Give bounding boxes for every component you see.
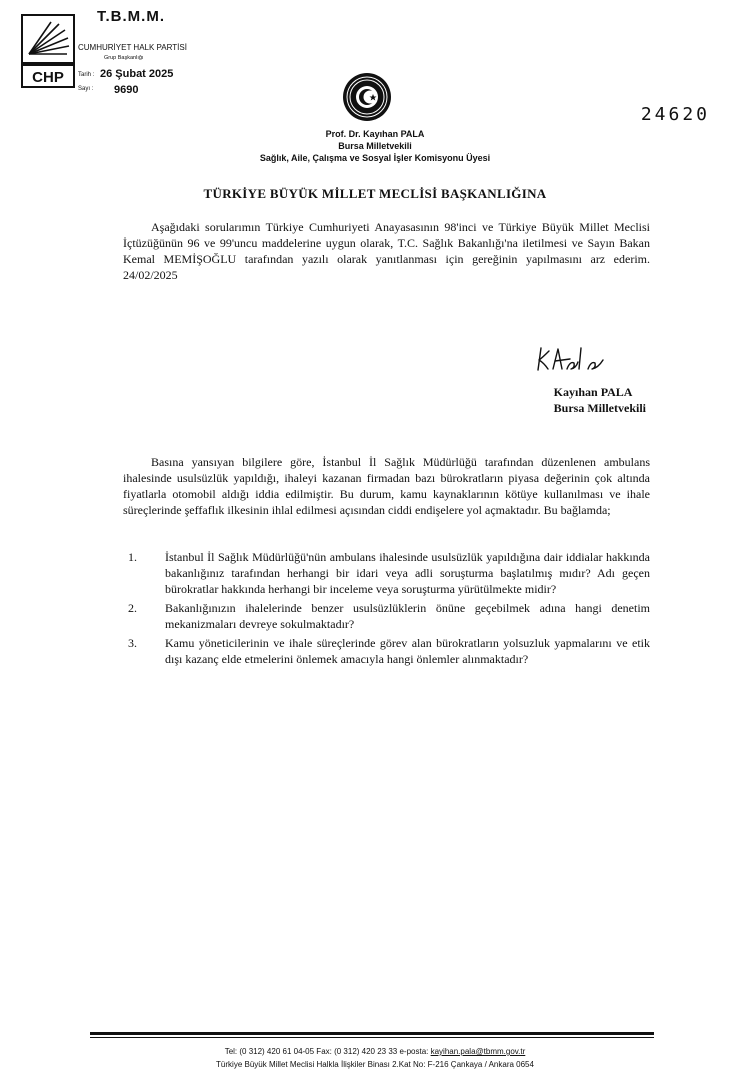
intro-paragraph: Aşağıdaki sorularımın Türkiye Cumhuriyeti Anayasasının 98'inci ve Türkiye Büyük Millet Meclisi İçtüzüğünün 96 ve 99'uncu maddelerine uygun olarak, T.C. Sağlık Bakanlığı'na iletilmesi ve Sayın Bakan Kemal MEMİŞOĞLU tarafından yazılı olarak yanıtlanması için gereğinin yapılmasını arz ederim. 24/02/2025 — [123, 220, 650, 282]
stamp-title: T.B.M.M. — [97, 8, 165, 25]
question-item — [128, 549, 650, 597]
deputy-name: Prof. Dr. Kayıhan PALA — [325, 129, 425, 139]
question-text: Bakanlığınızın ihalelerinde benzer usulsüzlüklerin önüne geçebilmek adına hangi denetim mekanizmaları devreye sokulmaktadır? — [165, 601, 650, 631]
signer-block — [554, 384, 646, 416]
footer-address: Türkiye Büyük Millet Meclisi Halkla İlişkiler Binası 2.Kat No: F-216 Çankaya / Ankara 0654 — [216, 1060, 534, 1069]
footer-contact-text: Tel: (0 312) 420 61 04-05 Fax: (0 312) 420 23 33 e-posta: — [224, 1047, 429, 1056]
stamp-group: Grup Başkanlığı — [104, 55, 144, 61]
chp-logo — [21, 14, 75, 88]
question-item — [128, 635, 650, 667]
stamp-date-label: Tarih : — [78, 72, 95, 78]
reference-number: 24620 — [640, 104, 710, 125]
deputy-info — [0, 128, 750, 164]
footer-contact — [0, 1047, 750, 1056]
stamp-date: 26 Şubat 2025 — [100, 68, 174, 80]
tbmm-emblem-icon — [342, 72, 392, 122]
footer-divider-thin — [90, 1037, 654, 1038]
deputy-commission: Sağlık, Aile, Çalışma ve Sosyal İşler Komisyonu Üyesi — [259, 153, 491, 163]
question-list — [128, 549, 650, 670]
question-text: İstanbul İl Sağlık Müdürlüğü'nün ambulans ihalesinde usulsüzlük yapıldığına dair iddialar hakkında bakanlığınız tarafından herhangi bir idari veya adli soruşturma başlatılmış mıdır? Adı geçen bürokratlar hakkında herhangi bir inceleme veya soruşturma yürütülmekte midir? — [165, 550, 650, 596]
stamp-number: 9690 — [114, 84, 139, 96]
question-number: 3. — [128, 636, 137, 650]
question-text: Kamu yöneticilerinin ve ihale süreçlerinde görev alan bürokratların yolsuzluk yapmalarını ve etik dışı kazanç elde etmelerini önlemek amacıyla hangi önlemler alınmaktadır? — [165, 636, 650, 666]
body-paragraph: Basına yansıyan bilgilere göre, İstanbul İl Sağlık Müdürlüğü tarafından düzenlenen ambulans ihalesinde usulsüzlük yapıldığı, ihaleyi kazanan firmadan bazı bürokratların piyasa değerinin çok altında fiyatlarla otomobil aldığı iddia edilmiştir. Bu durum, kamu kaynaklarının kötüye kullanılması ve ihale süreçlerinde şeffaflık ilkesinin ihlal edilmesi açısından ciddi endişelere yol açmaktadır. Bu bağlamda; — [123, 455, 650, 517]
handwritten-signature — [533, 346, 605, 372]
document-heading: TÜRKİYE BÜYÜK MİLLET MECLİSİ BAŞKANLIĞINA — [203, 186, 547, 201]
footer-email-link[interactable]: kayihan.pala@tbmm.gov.tr — [430, 1047, 526, 1056]
deputy-constituency: Bursa Milletvekili — [338, 141, 412, 151]
chp-logo-text: CHP — [32, 69, 64, 86]
signer-title: Bursa Milletvekili — [553, 401, 646, 415]
question-number: 1. — [128, 550, 137, 564]
stamp-number-label: Sayı : — [78, 86, 94, 92]
question-number: 2. — [128, 601, 137, 615]
signer-name: Kayıhan PALA — [553, 385, 633, 399]
question-item — [128, 600, 650, 632]
stamp-party: CUMHURİYET HALK PARTİSİ — [78, 43, 187, 52]
footer-divider — [90, 1032, 654, 1035]
